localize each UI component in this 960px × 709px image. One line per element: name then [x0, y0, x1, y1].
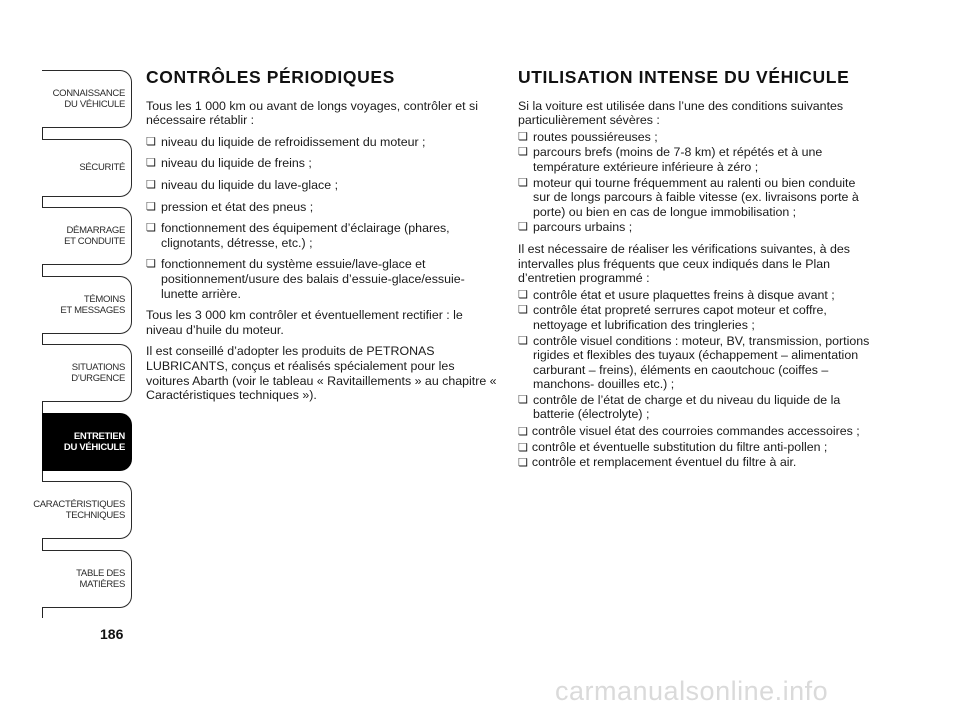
tab-table-matieres[interactable]: [42, 550, 132, 608]
tab-temoins-messages[interactable]: [42, 276, 132, 334]
list-item: ❏ routes poussiéreuses ;: [518, 130, 873, 145]
tab-connaissance-vehicule[interactable]: [42, 70, 132, 128]
list-item: ❏ pression et état des pneus ;: [146, 200, 498, 215]
page-number: 186: [100, 626, 124, 642]
tab-securite[interactable]: [42, 139, 132, 197]
list-item: ❏ fonctionnement du système essuie/lave-glace et positionnement/usure des balais d’essuie-glace/essuie-lunette arrière.: [146, 257, 498, 301]
conditions-list: [518, 130, 873, 235]
list-item: ❏ contrôle état propreté serrures capot moteur et coffre, nettoyage et lubrification des tringleries ;: [518, 303, 873, 332]
list-item-text: contrôle et éventuelle substitution du filtre anti-pollen ;: [531, 439, 828, 454]
list-item-wrapped: [518, 455, 873, 471]
list-item: ❏ parcours brefs (moins de 7-8 km) et répétés et à une température extérieure inférieure à zéro ;: [518, 145, 873, 174]
list-item: ❏ parcours urbains ;: [518, 220, 873, 235]
tab-label-line1: CONNAISSANCE: [52, 88, 125, 99]
list-item: ❏ niveau du liquide de freins ;: [146, 156, 498, 171]
tab-label-line1: ENTRETIEN: [73, 430, 125, 442]
tab-label-line1: DÉMARRAGE: [66, 225, 125, 236]
list-item: ❏ moteur qui tourne fréquemment au ralenti ou bien conduite sur de longs parcours à faible vitesse (ex. livraisons porte à porte) ou bien en cas de longue immobilisation ;: [518, 176, 873, 220]
paragraph: Il est nécessaire de réaliser les vérifications suivantes, à des intervalles plus fréquents que ceux indiqués dans le Plan d’entretien programmé :: [518, 241, 850, 286]
check-list: [146, 135, 498, 301]
tab-label-line1: TABLE DES: [76, 567, 125, 579]
tab-label-line2: DU VÉHICULE: [63, 441, 125, 453]
tab-label-line2: DU VÉHICULE: [64, 99, 125, 110]
chapter-sidebar: [0, 0, 140, 709]
list-item: ❏ contrôle état et usure plaquettes freins à disque avant ;: [518, 288, 873, 303]
paragraph: Tous les 3 000 km contrôler et éventuellement rectifier : le niveau d’huile du moteur.: [146, 308, 463, 337]
list-item: ❏ niveau du liquide du lave-glace ;: [146, 178, 498, 193]
tab-label-line2: ET CONDUITE: [64, 236, 125, 247]
list-item-text: contrôle et remplacement éventuel du filtre à air.: [531, 455, 797, 470]
tab-label-line1: TÉMOINS: [83, 293, 125, 305]
tab-label-line2: MATIÈRES: [79, 578, 125, 590]
list-item: ❏ niveau du liquide de refroidissement du moteur ;: [146, 135, 498, 150]
tab-label-line1: SÉCURITÉ: [79, 162, 125, 173]
tab-label-line1: SITUATIONS: [71, 362, 125, 373]
section-title: CONTRÔLES PÉRIODIQUES: [146, 67, 395, 87]
list-item: ❏ fonctionnement des équipement d’éclairage (phares, clignotants, détresse, etc.) ;: [146, 221, 498, 250]
intro-text: Tous les 1 000 km ou avant de longs voyages, contrôler et si nécessaire rétablir :: [146, 98, 478, 128]
verification-list: [518, 288, 873, 422]
watermark: carmanualsonline.info: [555, 676, 829, 706]
section-title: UTILISATION INTENSE DU VÉHICULE: [518, 67, 850, 87]
periodic-checks-section: [146, 67, 498, 410]
tab-label-line2: ET MESSAGES: [60, 304, 125, 316]
intense-use-section: [518, 67, 873, 471]
list-item-text: contrôle visuel état des courroies commandes accessoires ;: [531, 424, 860, 439]
intro-text: Si la voiture est utilisée dans l’une des conditions suivantes particulièrement sévères :: [518, 98, 844, 128]
list-item: ❏ contrôle visuel conditions : moteur, BV, transmission, portions rigides et flexibles des tuyaux (échappement – alimentation carburant – freins), éléments en caoutchouc (coiffes – manchons- douilles etc.) ;: [518, 334, 873, 392]
tab-situations-urgence[interactable]: [42, 344, 132, 402]
tab-label-line1: CARACTÉRISTIQUES: [33, 499, 125, 510]
tab-entretien-vehicule[interactable]: [42, 413, 132, 471]
list-item-wrapped: [518, 424, 873, 440]
paragraph: Il est conseillé d’adopter les produits de PETRONAS LUBRICANTS, conçus et réalisés spécialement pour les voitures Abarth (voir le tableau « Ravitaillements » au chapitre « Caractéristiques techniques »).: [146, 344, 497, 403]
tab-label-line2: D’URGENCE: [71, 373, 125, 384]
tab-label-line2: TECHNIQUES: [65, 510, 125, 521]
tab-caracteristiques-techniques[interactable]: [33, 481, 132, 539]
chapter-tabs: [33, 70, 132, 618]
list-item-wrapped: [518, 440, 873, 456]
tab-demarrage-conduite[interactable]: [42, 207, 132, 265]
list-item: ❏ contrôle de l’état de charge et du niveau du liquide de la batterie (électrolyte) ;: [518, 393, 873, 422]
